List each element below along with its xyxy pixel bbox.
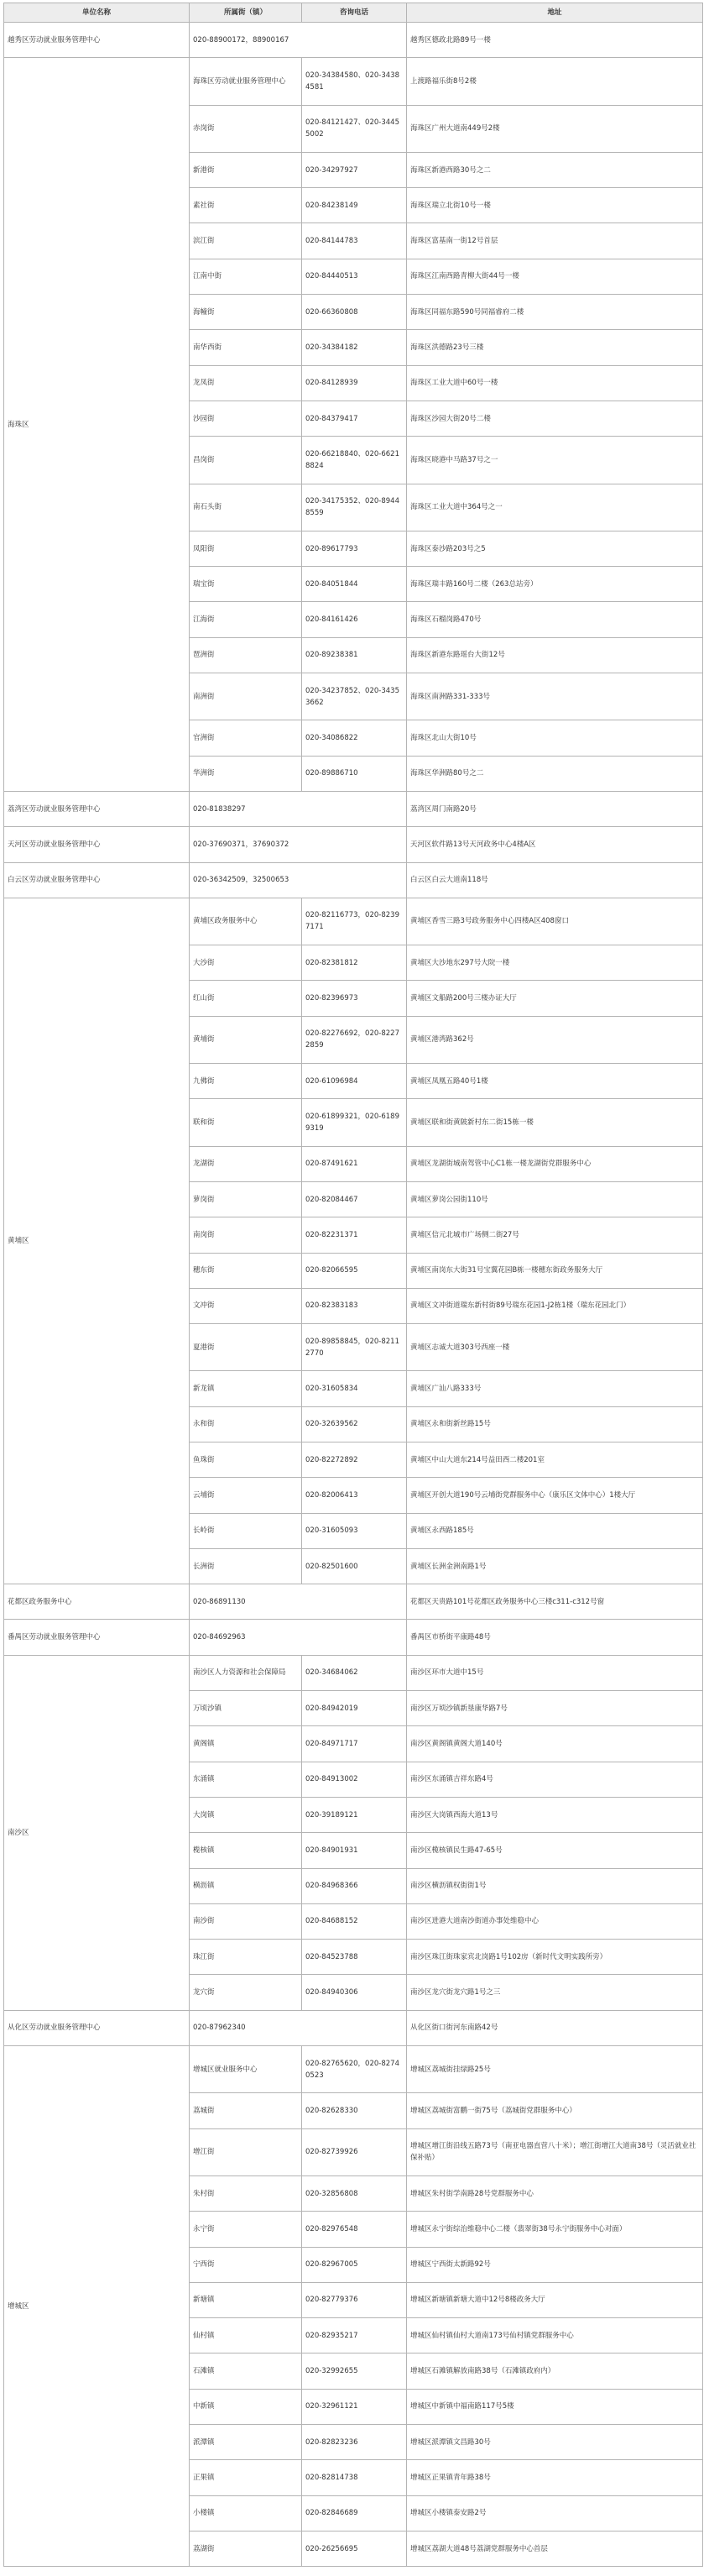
street-cell: 华洲街 [190, 756, 302, 791]
street-cell: 素社街 [190, 188, 302, 223]
street-cell: 万顷沙镇 [190, 1691, 302, 1726]
phone-cell: 020-82628330 [302, 2093, 407, 2128]
phone-cell: 020-26256695 [302, 2531, 407, 2566]
address-cell: 增城区派潭镇文昌路30号 [407, 2425, 703, 2460]
street-cell: 昌岗街 [190, 437, 302, 484]
phone-cell: 020-82976548 [302, 2212, 407, 2247]
unit-name-cell: 天河区劳动就业服务管理中心 [4, 827, 190, 862]
street-cell: 大岗镇 [190, 1797, 302, 1832]
street-cell: 海幢街 [190, 295, 302, 330]
address-cell: 南沙区万顷沙镇新垦康华路7号 [407, 1691, 703, 1726]
phone-cell: 020-32856808 [302, 2175, 407, 2211]
phone-cell: 020-39189121 [302, 1797, 407, 1832]
phone-cell: 020-37690371，37690372 [190, 827, 407, 862]
address-cell: 荔湾区周门南路20号 [407, 791, 703, 826]
street-cell: 文冲街 [190, 1288, 302, 1323]
phone-cell: 020-87962340 [190, 2010, 407, 2045]
phone-cell: 020-82846689 [302, 2495, 407, 2531]
address-cell: 南沙区横沥镇权街街1号 [407, 1868, 703, 1903]
street-cell: 江南中街 [190, 259, 302, 294]
phone-cell: 020-34684062 [302, 1655, 407, 1690]
address-cell: 番禺区市桥街平康路48号 [407, 1620, 703, 1655]
address-cell: 海珠区新港东路瑶台大街12号 [407, 637, 703, 673]
phone-cell: 020-84688152 [302, 1903, 407, 1939]
address-cell: 海珠区石榴岗路470号 [407, 602, 703, 637]
street-cell: 南石头街 [190, 484, 302, 531]
service-centers-table [3, 3, 703, 2567]
phone-cell: 020-32639562 [302, 1406, 407, 1442]
address-cell: 南沙区环市大道中15号 [407, 1655, 703, 1690]
street-cell: 龙凤街 [190, 365, 302, 401]
phone-cell: 020-82381812 [302, 945, 407, 981]
phone-cell: 020-82006413 [302, 1478, 407, 1513]
address-cell: 海珠区洪德路23号三楼 [407, 330, 703, 365]
address-cell: 黄埔区龙湖街城南驾管中心C1栋一楼龙湖街党群服务中心 [407, 1146, 703, 1181]
street-cell: 滨江街 [190, 223, 302, 259]
phone-cell: 020-82276692，020-82272859 [302, 1016, 407, 1063]
address-cell: 黄埔区文冲街道瑞东新村街89号瑞东花园1-J2栋1楼（瑞东花园北门） [407, 1288, 703, 1323]
street-cell: 官洲街 [190, 720, 302, 756]
street-cell: 长洲街 [190, 1548, 302, 1584]
address-cell: 黄埔区香雪三路3号政务服务中心四楼A区408窗口 [407, 898, 703, 945]
street-cell: 云埔街 [190, 1478, 302, 1513]
address-cell: 海珠区同福东路590号同福睿府二楼 [407, 295, 703, 330]
table-row [4, 862, 703, 898]
phone-cell: 020-84128939 [302, 365, 407, 401]
street-cell: 黄埔区政务服务中心 [190, 898, 302, 945]
phone-cell: 020-82396973 [302, 981, 407, 1016]
street-cell: 琶洲街 [190, 637, 302, 673]
header-unit-name: 单位名称 [4, 3, 190, 23]
phone-cell: 020-84238149 [302, 188, 407, 223]
address-cell: 增城区荔湖大道48号荔湖党群服务中心首层 [407, 2531, 703, 2566]
address-cell: 海珠区广州大道南449号2楼 [407, 105, 703, 152]
street-cell: 榄核镇 [190, 1833, 302, 1868]
phone-cell: 020-82231371 [302, 1217, 407, 1253]
street-cell: 新港街 [190, 152, 302, 187]
phone-cell: 020-82765620，020-82740523 [302, 2046, 407, 2093]
district-cell: 南沙区 [4, 1655, 190, 2010]
address-cell: 黄埔区信元北城市广场侧二街27号 [407, 1217, 703, 1253]
street-cell: 凤阳街 [190, 531, 302, 566]
unit-name-cell: 番禺区劳动就业服务管理中心 [4, 1620, 190, 1655]
table-row [4, 2010, 703, 2045]
address-cell: 海珠区江南西路青柳大街44号一楼 [407, 259, 703, 294]
address-cell: 增城区仙村镇仙村大道南173号仙村镇党群服务中心 [407, 2318, 703, 2353]
phone-cell: 020-84144783 [302, 223, 407, 259]
phone-cell: 020-88900172，88900167 [190, 23, 407, 58]
phone-cell: 020-32992655 [302, 2353, 407, 2389]
phone-cell: 020-84971717 [302, 1726, 407, 1762]
phone-cell: 020-61899321，020-61899319 [302, 1099, 407, 1146]
table-row [4, 827, 703, 862]
phone-cell: 020-34384182 [302, 330, 407, 365]
address-cell: 增城区增江街沿线五路73号（南亚电器直营八十米）；增江街增江大道南38号（灵活就业社保补贴） [407, 2128, 703, 2175]
phone-cell: 020-66218840、020-66218824 [302, 437, 407, 484]
street-cell: 鱼珠街 [190, 1442, 302, 1477]
street-cell: 龙穴街 [190, 1975, 302, 2010]
phone-cell: 020-34086822 [302, 720, 407, 756]
address-cell: 海珠区华洲路80号之二 [407, 756, 703, 791]
address-cell: 海珠区工业大道中364号之一 [407, 484, 703, 531]
phone-cell: 020-84121427、020-34455002 [302, 105, 407, 152]
street-cell: 南华西街 [190, 330, 302, 365]
phone-cell: 020-82967005 [302, 2247, 407, 2282]
phone-cell: 020-34237852、020-34353662 [302, 673, 407, 720]
street-cell: 新塘镇 [190, 2282, 302, 2317]
phone-cell: 020-31605093 [302, 1513, 407, 1548]
street-cell: 南沙区人力资源和社会保障局 [190, 1655, 302, 1690]
phone-cell: 020-82823236 [302, 2425, 407, 2460]
unit-name-cell: 花都区政务服务中心 [4, 1584, 190, 1620]
street-cell: 荔湖街 [190, 2531, 302, 2566]
street-cell: 石滩镇 [190, 2353, 302, 2389]
street-cell: 黄阁镇 [190, 1726, 302, 1762]
phone-cell: 020-84440513 [302, 259, 407, 294]
phone-cell: 020-84161426 [302, 602, 407, 637]
address-cell: 黄埔区南岗东大街31号宝翼花园B栋一楼穗东街政务服务大厅 [407, 1253, 703, 1288]
address-cell: 增城区正果镇青年路38号 [407, 2460, 703, 2495]
unit-name-cell: 从化区劳动就业服务管理中心 [4, 2010, 190, 2045]
district-cell: 黄埔区 [4, 898, 190, 1584]
street-cell: 横沥镇 [190, 1868, 302, 1903]
street-cell: 长岭街 [190, 1513, 302, 1548]
table-row [4, 58, 703, 105]
phone-cell: 020-84968366 [302, 1868, 407, 1903]
phone-cell: 020-84901931 [302, 1833, 407, 1868]
street-cell: 九佛街 [190, 1064, 302, 1099]
address-cell: 南沙区大岗镇西海大道13号 [407, 1797, 703, 1832]
address-cell: 黄埔区大沙地东297号大院一楼 [407, 945, 703, 981]
address-cell: 上渡路福乐街8号2楼 [407, 58, 703, 105]
header-row [4, 3, 703, 23]
unit-name-cell: 荔湾区劳动就业服务管理中心 [4, 791, 190, 826]
address-cell: 黄埔区志诚大道303号西座一楼 [407, 1324, 703, 1371]
address-cell: 海珠区泰沙路203号之5 [407, 531, 703, 566]
street-cell: 萝岗街 [190, 1181, 302, 1217]
address-cell: 海珠区瑞立北街10号一楼 [407, 188, 703, 223]
phone-cell: 020-89238381 [302, 637, 407, 673]
street-cell: 黄埔街 [190, 1016, 302, 1063]
phone-cell: 020-82779376 [302, 2282, 407, 2317]
address-cell: 花都区天贵路101号花都区政务服务中心三楼c311-c312号窗 [407, 1584, 703, 1620]
phone-cell: 020-82066595 [302, 1253, 407, 1288]
address-cell: 黄埔区港湾路362号 [407, 1016, 703, 1063]
address-cell: 南沙区黄阁镇黄阁大道140号 [407, 1726, 703, 1762]
service-centers-table-wrapper [3, 3, 702, 2567]
address-cell: 增城区荔城街挂绿路25号 [407, 2046, 703, 2093]
phone-cell: 020-81838297 [190, 791, 407, 826]
district-cell: 海珠区 [4, 58, 190, 792]
street-cell: 穗东街 [190, 1253, 302, 1288]
phone-cell: 020-84051844 [302, 567, 407, 602]
phone-cell: 020-34297927 [302, 152, 407, 187]
address-cell: 增城区宁西街太新路92号 [407, 2247, 703, 2282]
table-row [4, 1584, 703, 1620]
street-cell: 赤岗街 [190, 105, 302, 152]
address-cell: 海珠区南洲路331-333号 [407, 673, 703, 720]
phone-cell: 020-84379417 [302, 401, 407, 436]
address-cell: 海珠区晓港中马路37号之一 [407, 437, 703, 484]
street-cell: 南洲街 [190, 673, 302, 720]
street-cell: 东涌镇 [190, 1762, 302, 1797]
street-cell: 红山街 [190, 981, 302, 1016]
street-cell: 正果镇 [190, 2460, 302, 2495]
phone-cell: 020-36342509，32500653 [190, 862, 407, 898]
street-cell: 派潭镇 [190, 2425, 302, 2460]
phone-cell: 020-82084467 [302, 1181, 407, 1217]
street-cell: 永宁街 [190, 2212, 302, 2247]
phone-cell: 020-84692963 [190, 1620, 407, 1655]
address-cell: 黄埔区广汕八路333号 [407, 1371, 703, 1406]
phone-cell: 020-87491621 [302, 1146, 407, 1181]
phone-cell: 020-84940306 [302, 1975, 407, 2010]
address-cell: 南沙区龙穴街龙穴路1号之三 [407, 1975, 703, 2010]
phone-cell: 020-89886710 [302, 756, 407, 791]
address-cell: 海珠区瑞丰路160号二楼（263总站旁） [407, 567, 703, 602]
address-cell: 黄埔区永西路185号 [407, 1513, 703, 1548]
address-cell: 黄埔区中山大道东214号益田西二楼201室 [407, 1442, 703, 1477]
table-row [4, 791, 703, 826]
street-cell: 永和街 [190, 1406, 302, 1442]
header-street: 所属街（镇） [190, 3, 302, 23]
street-cell: 南岗街 [190, 1217, 302, 1253]
address-cell: 海珠区沙园大街20号二楼 [407, 401, 703, 436]
address-cell: 增城区永宁街综治维稳中心二楼（翡翠街38号永宁街服务中心对面） [407, 2212, 703, 2247]
table-row [4, 23, 703, 58]
street-cell: 中新镇 [190, 2389, 302, 2424]
phone-cell: 020-31605834 [302, 1371, 407, 1406]
street-cell: 朱村街 [190, 2175, 302, 2211]
address-cell: 白云区白云大道南118号 [407, 862, 703, 898]
address-cell: 黄埔区萝岗公园街110号 [407, 1181, 703, 1217]
phone-cell: 020-61096984 [302, 1064, 407, 1099]
address-cell: 南沙区进港大道南沙街道办事处维稳中心 [407, 1903, 703, 1939]
address-cell: 黄埔区永和街新丝路15号 [407, 1406, 703, 1442]
phone-cell: 020-86891130 [190, 1584, 407, 1620]
address-cell: 黄埔区开创大道190号云埔街党群服务中心（康乐区文体中心）1楼大厅 [407, 1478, 703, 1513]
table-row [4, 1620, 703, 1655]
address-cell: 越秀区德政北路89号一楼 [407, 23, 703, 58]
address-cell: 天河区软件路13号天河政务中心4楼A区 [407, 827, 703, 862]
street-cell: 宁西街 [190, 2247, 302, 2282]
table-row [4, 898, 703, 945]
unit-name-cell: 越秀区劳动就业服务管理中心 [4, 23, 190, 58]
street-cell: 江海街 [190, 602, 302, 637]
street-cell: 珠江街 [190, 1940, 302, 1975]
phone-cell: 020-66360808 [302, 295, 407, 330]
table-row [4, 2046, 703, 2093]
street-cell: 大沙街 [190, 945, 302, 981]
unit-name-cell: 白云区劳动就业服务管理中心 [4, 862, 190, 898]
address-cell: 黄埔区联和街黄陂新村东二街15栋一楼 [407, 1099, 703, 1146]
phone-cell: 020-84913002 [302, 1762, 407, 1797]
street-cell: 小楼镇 [190, 2495, 302, 2531]
address-cell: 海珠区北山大街10号 [407, 720, 703, 756]
header-address: 地址 [407, 3, 703, 23]
street-cell: 海珠区劳动就业服务管理中心 [190, 58, 302, 105]
street-cell: 夏港街 [190, 1324, 302, 1371]
phone-cell: 020-82814738 [302, 2460, 407, 2495]
street-cell: 瑞宝街 [190, 567, 302, 602]
street-cell: 仙村镇 [190, 2318, 302, 2353]
table-body [4, 23, 703, 2567]
phone-cell: 020-82935217 [302, 2318, 407, 2353]
address-cell: 南沙区珠江街珠家宾北岗路1号102房（新时代文明实践所旁） [407, 1940, 703, 1975]
address-cell: 增城区朱村街学南路28号党群服务中心 [407, 2175, 703, 2211]
phone-cell: 020-82739926 [302, 2128, 407, 2175]
address-cell: 增城区新塘镇新塘大道中12号8楼政务大厅 [407, 2282, 703, 2317]
header-phone: 咨询电话 [302, 3, 407, 23]
phone-cell: 020-89617793 [302, 531, 407, 566]
address-cell: 南沙区榄核镇民生路47-65号 [407, 1833, 703, 1868]
street-cell: 增城区就业服务中心 [190, 2046, 302, 2093]
address-cell: 海珠区工业大道中60号一楼 [407, 365, 703, 401]
district-cell: 增城区 [4, 2046, 190, 2567]
phone-cell: 020-89858845，020-82112770 [302, 1324, 407, 1371]
phone-cell: 020-82383183 [302, 1288, 407, 1323]
street-cell: 南沙街 [190, 1903, 302, 1939]
street-cell: 沙园街 [190, 401, 302, 436]
street-cell: 荔城街 [190, 2093, 302, 2128]
phone-cell: 020-34175352、020-89448559 [302, 484, 407, 531]
table-row [4, 1655, 703, 1690]
address-cell: 海珠区新港西路30号之二 [407, 152, 703, 187]
street-cell: 龙湖街 [190, 1146, 302, 1181]
address-cell: 黄埔区文船路200号三楼办证大厅 [407, 981, 703, 1016]
phone-cell: 020-32961121 [302, 2389, 407, 2424]
address-cell: 增城区石滩镇解放南路38号（石滩镇政府内） [407, 2353, 703, 2389]
address-cell: 黄埔区长洲金洲南路1号 [407, 1548, 703, 1584]
street-cell: 新龙镇 [190, 1371, 302, 1406]
address-cell: 南沙区东涌镇吉祥东路4号 [407, 1762, 703, 1797]
address-cell: 海珠区富基南一街12号首层 [407, 223, 703, 259]
street-cell: 联和街 [190, 1099, 302, 1146]
phone-cell: 020-82501600 [302, 1548, 407, 1584]
address-cell: 黄埔区凤凰五路40号1楼 [407, 1064, 703, 1099]
phone-cell: 020-84942019 [302, 1691, 407, 1726]
phone-cell: 020-34384580、020-34384581 [302, 58, 407, 105]
phone-cell: 020-84523788 [302, 1940, 407, 1975]
street-cell: 增江街 [190, 2128, 302, 2175]
address-cell: 增城区小楼镇泰安路2号 [407, 2495, 703, 2531]
address-cell: 增城区中新镇中福南路117号5楼 [407, 2389, 703, 2424]
address-cell: 从化区街口街河东南路42号 [407, 2010, 703, 2045]
phone-cell: 020-82116773，020-82397171 [302, 898, 407, 945]
phone-cell: 020-82272892 [302, 1442, 407, 1477]
address-cell: 增城区荔城街富鹏一街75号（荔城街党群服务中心） [407, 2093, 703, 2128]
